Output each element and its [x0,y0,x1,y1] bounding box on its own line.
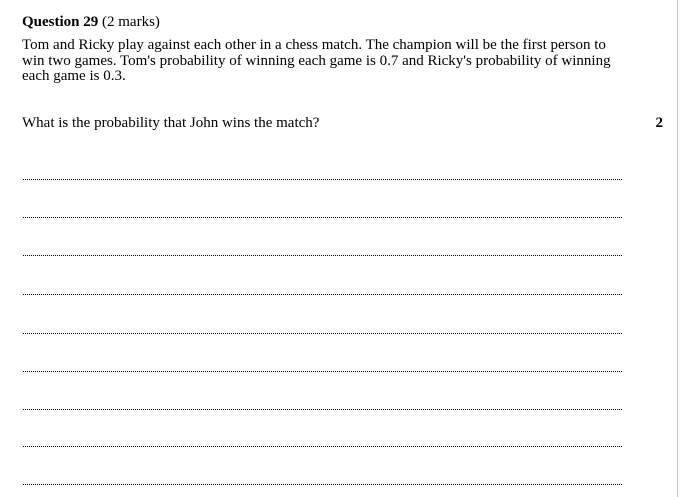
marks-value: 2 [655,115,663,131]
answer-line[interactable] [23,484,622,485]
answer-line[interactable] [23,179,622,180]
answer-line[interactable] [23,446,622,447]
answer-line[interactable] [23,409,622,410]
answer-line[interactable] [23,255,622,256]
question-number: Question 29 [22,14,99,30]
answer-line[interactable] [23,294,622,295]
question-prompt: What is the probability that John wins the match? [22,115,320,131]
question-marks-note: (2 marks) [98,14,160,30]
answer-line[interactable] [23,333,622,334]
answer-line[interactable] [23,371,622,372]
question-body: Tom and Ricky play against each other in a chess match. The champion will be the first person to win two games. Tom's probability of winning each game is 0.7 and Ricky's probability of winning each game is 0.3. [22,37,611,84]
answer-line[interactable] [23,217,622,218]
question-header [22,13,160,31]
